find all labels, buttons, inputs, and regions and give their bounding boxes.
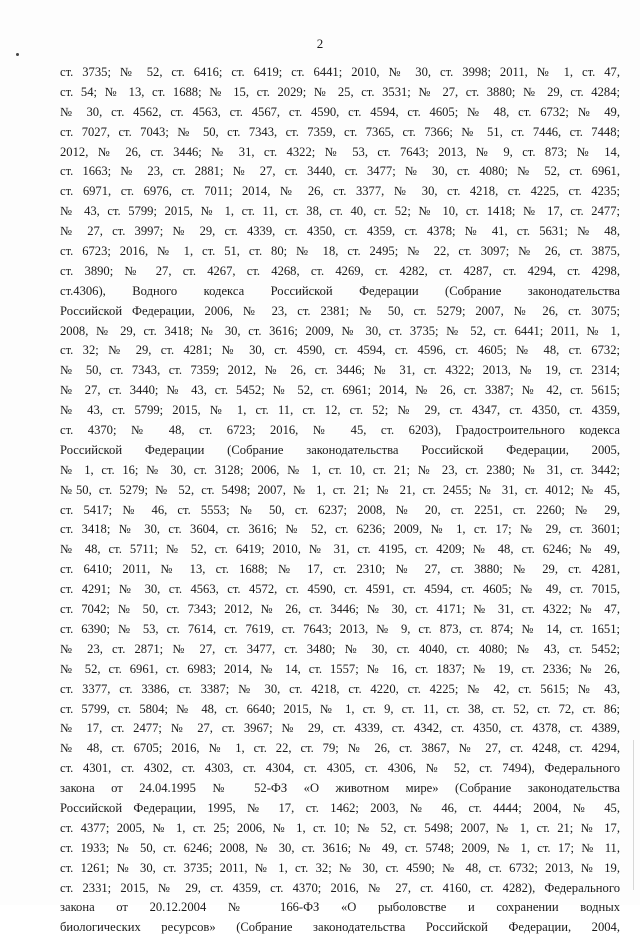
text-line: ст. 2331; 2015, № 29, ст. 4359, ст. 4370; 2016, № 27, ст. 4160, ст. 4282), Федерального (60, 880, 620, 895)
text-line: ст. 7027, ст. 7043; № 50, ст. 7343, ст. 7359, ст. 7365, ст. 7366; № 51, ст. 7446, ст. 7448; (60, 124, 620, 139)
text-line: 2012, № 26, ст. 3446; № 31, ст. 4322; № 53, ст. 7643; 2013, № 9, ст. 873; № 14, (60, 144, 620, 159)
text-line: закона от 24.04.1995 № 52-ФЗ «О животном мире» (Собрание законодательства (60, 781, 620, 796)
text-line: ст. 1933; № 50, ст. 6246; 2008, № 30, ст. 3616; № 49, ст. 5748; 2009, № 1, ст. 17; № 11, (60, 840, 620, 855)
scan-edge-shadow (633, 740, 634, 890)
text-line: ст. 3377, ст. 3386, ст. 3387; № 30, ст. 4218, ст. 4220, ст. 4225; № 42, ст. 5615; № 43, (60, 681, 620, 696)
text-line: ст.4306), Водного кодекса Российской Федерации (Собрание законодательства (60, 283, 620, 298)
text-line: ст. 6723; 2016, № 1, ст. 51, ст. 80; № 18, ст. 2495; № 22, ст. 3097; № 26, ст. 3875, (60, 244, 620, 259)
text-line: ст. 1261; № 30, ст. 3735; 2011, № 1, ст. 32; № 30, ст. 4590; № 48, ст. 6732; 2013, № 19, (60, 860, 620, 875)
text-line: № 52, ст. 6961, ст. 6983; 2014, № 14, ст. 1557; № 16, ст. 1837; № 19, ст. 2336; № 26, (60, 661, 620, 676)
text-line: ст. 3890; № 27, ст. 4267, ст. 4268, ст. 4269, ст. 4282, ст. 4287, ст. 4294, ст. 4298, (60, 263, 620, 278)
text-line: № 43, ст. 5799; 2015, № 1, ст. 11, ст. 12, ст. 52; № 29, ст. 4347, ст. 4350, ст. 4359, (60, 403, 620, 418)
text-line: ст. 4377; 2005, № 1, ст. 25; 2006, № 1, ст. 10; № 52, ст. 5498; 2007, № 1, ст. 21; № 17, (60, 820, 620, 835)
text-line: ст. 54; № 13, ст. 1688; № 15, ст. 2029; № 25, ст. 3531; № 27, ст. 3880; № 29, ст. 4284; (60, 84, 620, 99)
page-number: 2 (316, 36, 324, 51)
text-line: 2008, № 29, ст. 3418; № 30, ст. 3616; 2009, № 30, ст. 3735; № 52, ст. 6441; 2011, № 1, (60, 323, 620, 338)
text-line: ст. 5417; № 46, ст. 5553; № 50, ст. 6237; 2008, № 20, ст. 2251, ст. 2260; № 29, (60, 502, 620, 517)
text-line: № 43, ст. 5799; 2015, № 1, ст. 11, ст. 38, ст. 40, ст. 52; № 10, ст. 1418; № 17, ст. 2477; (60, 204, 620, 219)
text-line: ст. 1663; № 23, ст. 2881; № 27, ст. 3440, ст. 3477; № 30, ст. 4080; № 52, ст. 6961, (60, 164, 620, 179)
margin-mark (16, 53, 19, 56)
text-line: ст. 4301, ст. 4302, ст. 4303, ст. 4304, ст. 4305, ст. 4306, № 52, ст. 7494), Федерального (60, 761, 620, 776)
text-line: № 50, ст. 7343, ст. 7359; 2012, № 26, ст. 3446; № 31, ст. 4322; 2013, № 19, ст. 2314; (60, 363, 620, 378)
text-line: № 27, ст. 3997; № 29, ст. 4339, ст. 4350, ст. 4359, ст. 4378; № 41, ст. 5631; № 48, (60, 224, 620, 239)
body-text (60, 63, 620, 938)
text-line: биологических ресурсов» (Собрание законодательства Российской Федерации, 2004, (60, 920, 620, 935)
text-line: Российской Федерации, 2006, № 23, ст. 2381; № 50, ст. 5279; 2007, № 26, ст. 3075; (60, 303, 620, 318)
text-line: ст. 3418; № 30, ст. 3604, ст. 3616; № 52, ст. 6236; 2009, № 1, ст. 17; № 29, ст. 3601; (60, 522, 620, 537)
text-line: № 17, ст. 2477; № 27, ст. 3967; № 29, ст. 4339, ст. 4342, ст. 4350, ст. 4378, ст. 4389, (60, 721, 620, 736)
text-line: ст. 5799, ст. 5804; № 48, ст. 6640; 2015, № 1, ст. 9, ст. 11, ст. 38, ст. 52, ст. 72, ст. 86; (60, 701, 620, 716)
text-line: № 23, ст. 2871; № 27, ст. 3477, ст. 3480; № 30, ст. 4040, ст. 4080; № 43, ст. 5452; (60, 641, 620, 656)
text-line: № 48, ст. 6705; 2016, № 1, ст. 22, ст. 79; № 26, ст. 3867, № 27, ст. 4248, ст. 4294, (60, 741, 620, 756)
text-line: Российской Федерации (Собрание законодательства Российской Федерации, 2005, (60, 442, 620, 457)
text-line: № 30, ст. 4562, ст. 4563, ст. 4567, ст. 4590, ст. 4594, ст. 4605; № 48, ст. 6732; № 49, (60, 104, 620, 119)
text-line: ст. 4291; № 30, ст. 4563, ст. 4572, ст. 4590, ст. 4591, ст. 4594, ст. 4605; № 49, ст. 7015, (60, 582, 620, 597)
text-line: ст. 4370; № 48, ст. 6723; 2016, № 45, ст. 6203), Градостроительного кодекса (60, 423, 620, 438)
text-line: № 1, ст. 16; № 30, ст. 3128; 2006, № 1, ст. 10, ст. 21; № 23, ст. 2380; № 31, ст. 3442; (60, 462, 620, 477)
text-line: закона от 20.12.2004 № 166-ФЗ «О рыболовстве и сохранении водных (60, 900, 620, 915)
text-line: № 27, ст. 3440; № 43, ст. 5452; № 52, ст. 6961; 2014, № 26, ст. 3387; № 42, ст. 5615; (60, 383, 620, 398)
text-line: ст. 32; № 29, ст. 4281; № 30, ст. 4590, ст. 4594, ст. 4596, ст. 4605; № 48, ст. 6732; (60, 343, 620, 358)
text-line: ст. 6971, ст. 6976, ст. 7011; 2014, № 26, ст. 3377, № 30, ст. 4218, ст. 4225, ст. 4235; (60, 184, 620, 199)
text-line: Российской Федерации, 1995, № 17, ст. 1462; 2003, № 46, ст. 4444; 2004, № 45, (60, 800, 620, 815)
text-line: ст. 7042; № 50, ст. 7343; 2012, № 26, ст. 3446; № 30, ст. 4171; № 31, ст. 4322; № 47, (60, 602, 620, 617)
text-line: №50, ст. 5279; № 52, ст. 5498; 2007, № 1, ст. 21; № 21, ст. 2455; № 31, ст. 4012; № 45, (60, 482, 620, 497)
text-line: № 48, ст. 5711; № 52, ст. 6419; 2010, № 31, ст. 4195, ст. 4209; № 48, ст. 6246; № 49, (60, 542, 620, 557)
text-line: ст. 6410; 2011, № 13, ст. 1688; № 17, ст. 2310; № 27, ст. 3880; № 29, ст. 4281, (60, 562, 620, 577)
text-line: ст. 3735; № 52, ст. 6416; ст. 6419; ст. 6441; 2010, № 30, ст. 3998; 2011, № 1, ст. 47, (60, 65, 620, 79)
text-line: ст. 6390; № 53, ст. 7614, ст. 7619, ст. 7643; 2013, № 9, ст. 873, ст. 874; № 14, ст. 1651; (60, 621, 620, 636)
